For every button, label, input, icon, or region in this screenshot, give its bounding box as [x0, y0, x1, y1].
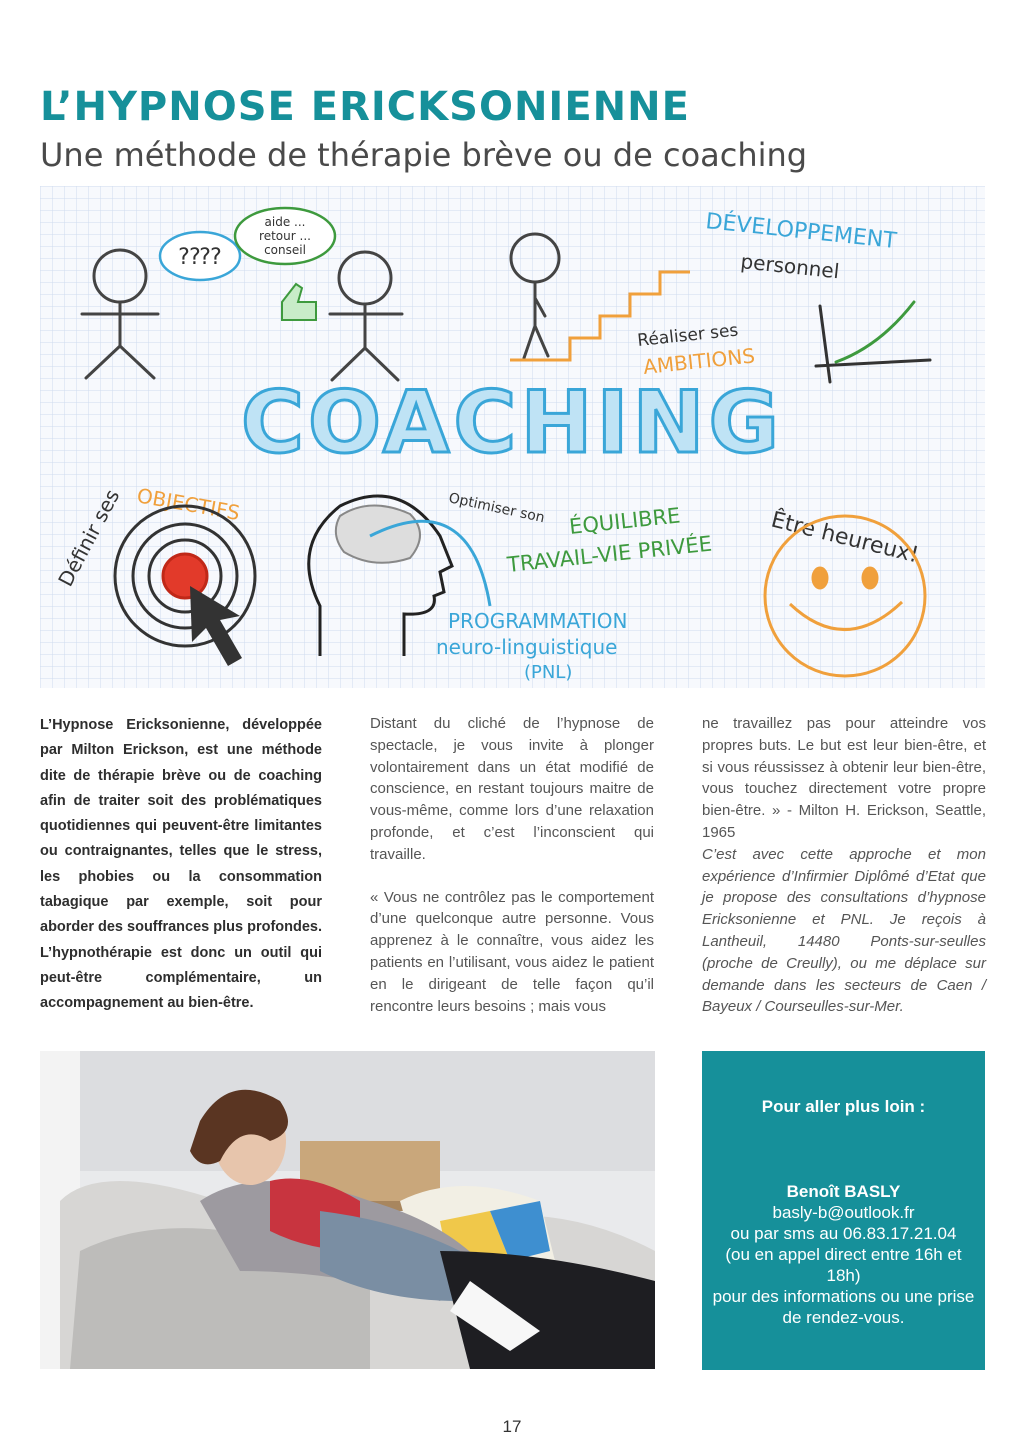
contact-call-hours: (ou en appel direct entre 16h et 18h) [725, 1245, 962, 1285]
column-right [702, 713, 986, 1018]
column-middle [370, 713, 654, 1017]
relaxation-photo [40, 1051, 655, 1369]
svg-text:AMBITIONS: AMBITIONS [642, 343, 756, 379]
svg-text:Définir ses: Définir ses [53, 485, 125, 591]
contact-details [710, 1181, 977, 1328]
svg-text:Être heureux!: Être heureux! [768, 507, 922, 569]
paragraph-practice: C’est avec cette approche et mon expérience d’Infirmier Diplômé d’Etat que je propose des consultations d’hypnose Ericksonienne et PNL. Je reçois à Lantheuil, 14480 Ponts-sur-seulles (proche de Creully), ou me déplace sur demande dans les secteurs de Caen / Bayeux / Courseulles-sur-Mer. [702, 845, 986, 1016]
question-marks: ?⁇? [178, 245, 222, 270]
svg-text:Optimiser son: Optimiser son [447, 490, 547, 527]
contact-email[interactable]: basly-b@outlook.fr [772, 1203, 915, 1222]
svg-text:conseil: conseil [264, 243, 306, 257]
svg-text:retour ...: retour ... [259, 229, 311, 243]
coaching-word: COACHING [240, 373, 784, 473]
paragraph-description: Distant du cliché de l’hypnose de spectacle, je vous invite à plonger volontairement dans un état modifié de conscience, en restant toujours maitre de vous-même, comme lors d’une relaxation profonde, et c’est l’inconscient qui travaille. [370, 715, 654, 863]
paragraph-quote: « Vous ne contrôlez pas le comportement d’une quelconque autre personne. Vous apprenez à le connaître, vous aidez les patients en l’utilisant, vous aidez le patient en le dirigeant de telle façon qu’il rencontre leurs besoins ; mais vous [370, 888, 654, 1015]
contact-purpose: pour des informations ou une prise de rendez-vous. [712, 1287, 975, 1327]
page-number: 17 [502, 1417, 522, 1436]
page-subtitle: Une méthode de thérapie brève ou de coaching [40, 136, 808, 174]
question-bubble [160, 232, 240, 280]
svg-text:(PNL): (PNL) [524, 662, 573, 683]
paragraph-quote-end: ne travaillez pas pour atteindre vos propres buts. Le but est leur bien-être, et si vous réussissez à obtenir leur bien-être, vous touchez directement votre propre bien-être. » - Milton H. Erickson, Seattle, 1965 [702, 715, 986, 841]
column-intro [40, 713, 322, 1017]
svg-text:Réaliser ses: Réaliser ses [636, 320, 740, 351]
contact-sms: ou par sms au 06.83.17.21.04 [730, 1224, 957, 1243]
contact-heading: Pour aller plus loin : [761, 1097, 926, 1116]
contact-name: Benoît BASLY [786, 1182, 901, 1201]
coaching-illustration [40, 186, 985, 688]
svg-text:TRAVAIL-VIE PRIVÉE: TRAVAIL-VIE PRIVÉE [506, 531, 714, 577]
contact-box [702, 1051, 985, 1370]
dev-title: DÉVELOPPEMENT [704, 209, 898, 255]
svg-text:OBJECTIFS: OBJECTIFS [135, 483, 242, 525]
intro-text: L’Hypnose Ericksonienne, développée par Milton Erickson, est une méthode dite de thérapie brève ou de coaching afin de traiter soit des problématiques quotidiennes qui peuvent-être limitantes ou contraignantes, telles que le stress, les phobies ou la consommation tabagique par exemple, soit pour aborder des souffrances plus profondes. L’hypnothérapie est donc un outil qui peut-être complémentaire, un accompagnement au bien-être. [40, 717, 322, 1012]
svg-text:ÉQUILIBRE: ÉQUILIBRE [568, 503, 682, 539]
page-title: L’HYPNOSE ERICKSONIENNE [40, 84, 690, 130]
svg-text:personnel: personnel [739, 249, 841, 284]
svg-text:aide ...: aide ... [264, 215, 306, 229]
help-bubble [235, 208, 335, 264]
svg-text:PROGRAMMATION: PROGRAMMATION [448, 609, 628, 633]
svg-text:neuro-linguistique: neuro-linguistique [436, 635, 618, 659]
